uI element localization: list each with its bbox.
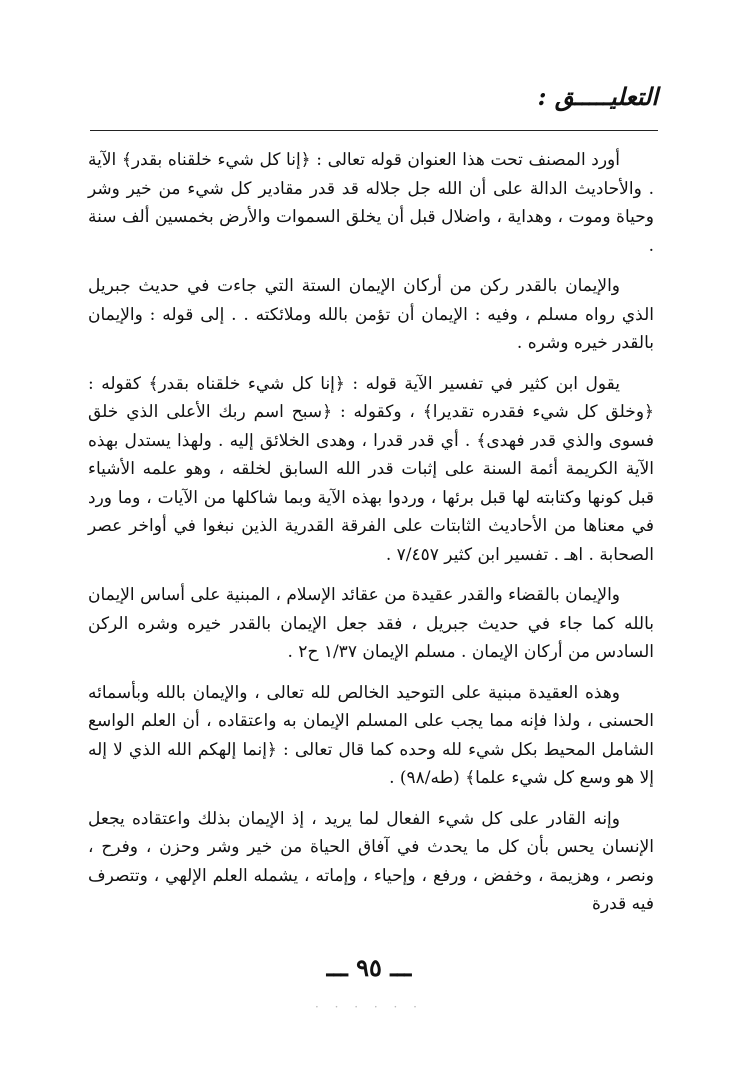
- page-number: ـــ ٩٥ ـــ: [326, 953, 412, 982]
- heading-rule: [90, 130, 658, 131]
- paragraph: والإيمان بالقضاء والقدر عقيدة من عقائد الإسلام ، المبنية على أساس الإيمان بالله كما جاء في حديث جبريل ، فقد جعل الإيمان بالقدر خيره وشره الركن السادس من أركان الإيمان . مسلم الإيمان ١/٣٧ ح٢ .: [88, 585, 654, 662]
- paragraph: وإنه القادر على كل شيء الفعال لما يريد ، إذ الإيمان بذلك واعتقاده يجعل الإنسان يحس بأن كل ما يحدث في آفاق الحياة من خير وشر وحزن ، وفرح ، ونصر ، وهزيمة ، وخفض ، ورفع ، وإحياء ، وإماته ، يشمله العلم الإلهي ، وتتصرف فيه قدرة: [88, 808, 654, 914]
- scan-artifact-dots: · · · · · ·: [315, 1000, 423, 1014]
- section-heading: التعليـــــق :: [537, 82, 658, 111]
- paragraph: وهذه العقيدة مبنية على التوحيد الخالص لله تعالى ، والإيمان بالله وبأسمائه الحسنى ، ولذا فإنه مما يجب على المسلم الإيمان به واعتقاده ، أن العلم الواسع الشامل المحيط بكل شيء لله وحده كما قال تعالى : ﴿إنما إلهكم الله الذي لا إله إلا هو وسع كل شيء علما﴾ (طه/٩٨) .: [88, 682, 654, 788]
- paragraph: أورد المصنف تحت هذا العنوان قوله تعالى : ﴿إنا كل شيء خلقناه بقدر﴾ الآية . والأحاديث الدالة على أن الله جل جلاله قد قدر مقادير كل شيء من خير وشر وحياة وموت ، وهداية ، واضلال قبل أن يخلق السموات والأرض بخمسين ألف سنة .: [88, 150, 654, 256]
- paragraph: والإيمان بالقدر ركن من أركان الإيمان الستة التي جاءت في حديث جبريل الذي رواه مسلم ، وفيه : الإيمان أن تؤمن بالله وملائكته . . إلى قوله : والإيمان بالقدر خيره وشره .: [88, 276, 654, 353]
- paragraph: يقول ابن كثير في تفسير الآية قوله : ﴿إنا كل شيء خلقناه بقدر﴾ كقوله : ﴿وخلق كل شيء فقدره تقديرا﴾ ، وكقوله : ﴿سبح اسم ربك الأعلى الذي خلق فسوى والذي قدر فهدى﴾ . أي قدر قدرا ، وهدى الخلائق إليه . ولهذا يستدل بهذه الآية الكريمة أئمة السنة على إثبات قدر الله السابق لخلقه ، وهو علمه الأشياء قبل كونها وكتابته لها قبل برئها ، وردوا بهذه الآية وبما شاكلها من الآيات ، وما ورد في معناها من الأحاديث الثابتات على الفرقة القدرية الذين نبغوا في أواخر عصر الصحابة . اهـ . تفسير ابن كثير ٧/٤٥٧ .: [88, 373, 654, 565]
- body-text: [88, 146, 654, 931]
